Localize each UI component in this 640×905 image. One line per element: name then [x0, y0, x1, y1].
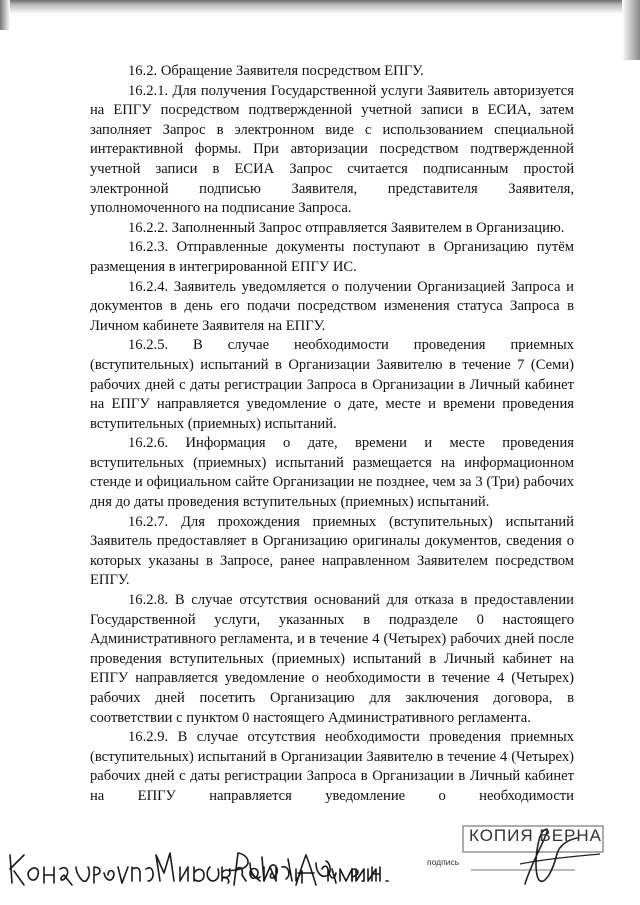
handwritten-signature — [6, 843, 411, 897]
paragraph-16-2-9: 16.2.9. В случае отсутствия необходимости проведения приемных (вступительных) испытаний в Организации Заявителю в течение 4 (Четырех) рабочих дней с даты регистрации Запроса в Организации в Личный кабинет на ЕПГУ направляется уведомление о необходимости — [90, 729, 574, 804]
paragraph-16-2-2: 16.2.2. Заполненный Запрос отправляется Заявителем в Организацию. — [128, 219, 565, 236]
paragraph-16-2: 16.2. Обращение Заявителя посредством ЕПГУ. — [128, 63, 424, 79]
paragraph-16-2-8: 16.2.8. В случае отсутствия оснований для отказа в предоставлении Государственной услуги, указанных в подразделе 0 настоящего Административного регламента, и в течение 4 (Четырех) рабочих дней после проведения вступительных (приемных) испытаний в Личный кабинет на ЕПГУ направляется уведомление о необходимости в течение 4 (Четырех) рабочих дней посетить Организацию для заключения договора, в соответствии с пунктом 0 настоящего Административного регламента. — [90, 592, 574, 726]
scan-top-edge — [0, 0, 640, 14]
paragraph-16-2-7: 16.2.7. Для прохождения приемных (вступительных) испытаний Заявитель предоставляет в Организацию оригиналы документов, сведения о которых указаны в Запросе, ранее направленном Заявителем посредством ЕПГУ. — [90, 513, 574, 589]
document-body — [90, 62, 574, 807]
stamp-title: КОПИЯ ВЕРНА — [469, 826, 603, 845]
paragraph-16-2-4: 16.2.4. Заявитель уведомляется о получении Организацией Запроса и документов в день его подачи посредством изменения статуса Запроса в Личном кабинете Заявителя на ЕПГУ. — [90, 278, 574, 334]
scan-corner-left — [0, 0, 10, 30]
scan-corner-right — [622, 0, 640, 60]
paragraph-16-2-1: 16.2.1. Для получения Государственной услуги Заявитель авторизуется на ЕПГУ посредством подтвержденной учетной записи в ЕСИА, затем заполняет Запрос в электронном виде с использованием специальной интерактивной формы. При авторизации посредством подтвержденной учетной записи в ЕСИА Запрос считается подписанным простой электронной подписью Заявителя, представителя Заявителя, уполномоченного на подписание Запроса. — [90, 82, 574, 217]
signature-scribble — [6, 843, 411, 897]
certified-copy-stamp — [425, 824, 625, 899]
paragraph-16-2-6: 16.2.6. Информация о дате, времени и месте проведения вступительных (приемных) испытаний размещается на информационном стенде и официальном сайте Организации не позднее, чем за 3 (Три) рабочих дня до даты проведения вступительных (приемных) испытаний. — [90, 435, 574, 511]
stamp-sign-label: подпись — [427, 857, 460, 867]
paragraph-16-2-3: 16.2.3. Отправленные документы поступают в Организацию путём размещения в интегрированной ЕПГУ ИС. — [90, 239, 574, 275]
paragraph-16-2-5: 16.2.5. В случае необходимости проведения приемных (вступительных) испытаний в Организации Заявителю в течение 7 (Семи) рабочих дней с даты регистрации Запроса в Организации в Личный кабинет на ЕПГУ направляется уведомление о дате, месте и времени проведения вступительных (приемных) испытаний. — [90, 337, 574, 432]
